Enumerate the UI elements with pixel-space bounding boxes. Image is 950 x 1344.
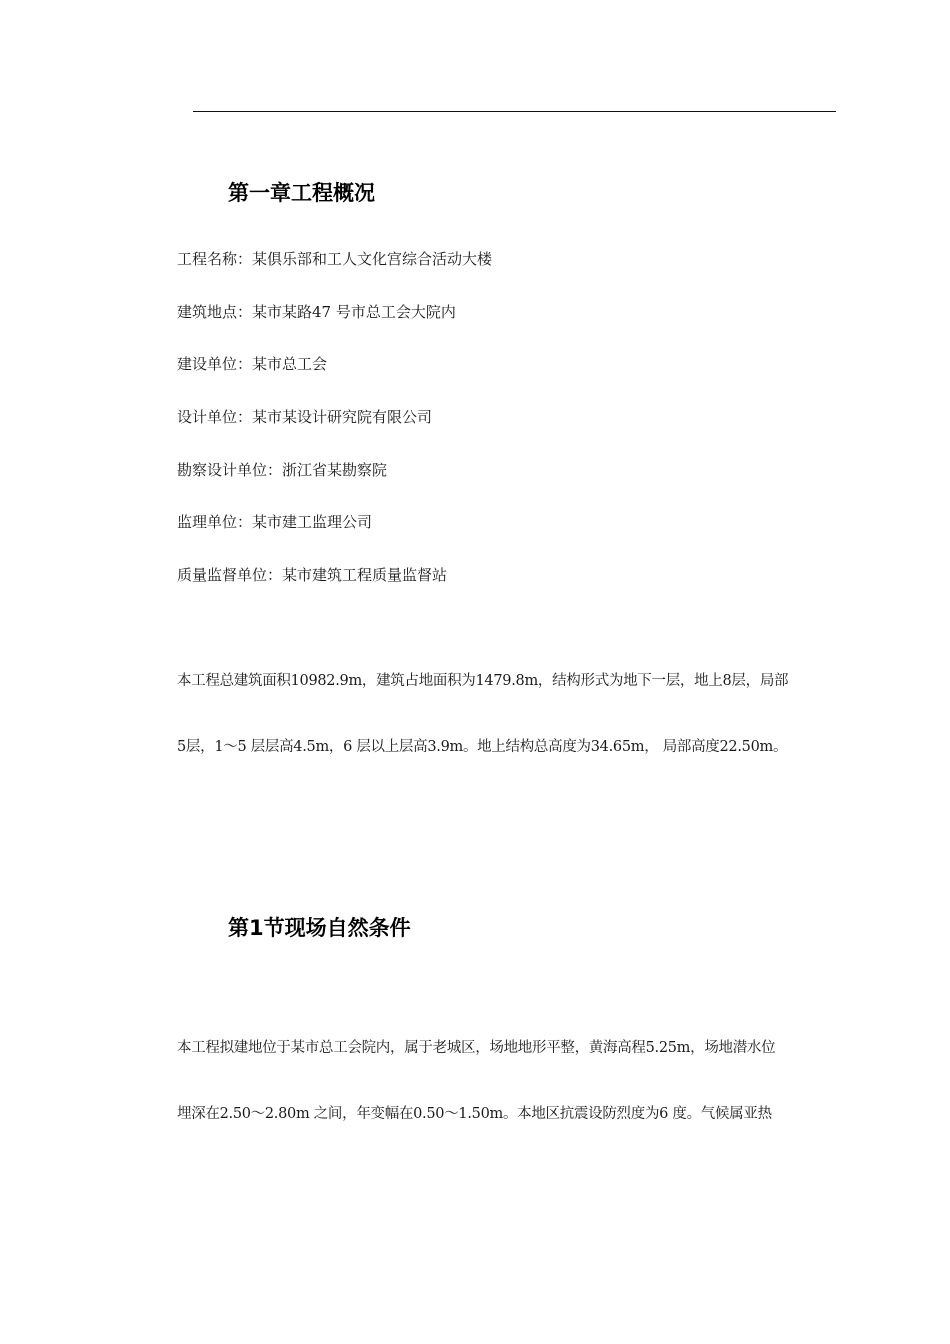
paragraph-line: 本工程拟建地位于某市总工会院内，属于老城区，场地地形平整，黄海高程5.25m，场地潜水位 xyxy=(177,1040,776,1056)
survey-unit-line: 勘察设计单位：浙江省某勘察院 xyxy=(177,461,388,479)
quality-supervision-line: 质量监督单位：某市建筑工程质量监督站 xyxy=(177,566,448,584)
chapter-title: 第一章工程概况 xyxy=(228,181,375,205)
supervision-unit-line: 监理单位：某市建工监理公司 xyxy=(177,513,373,531)
section-title: 第1节现场自然条件 xyxy=(228,916,411,940)
design-unit-line: 设计单位：某市某设计研究院有限公司 xyxy=(177,408,433,426)
paragraph-line: 本工程总建筑面积10982.9m，建筑占地面积为1479.8m，结构形式为地下一层，地上8层，局部 xyxy=(177,673,789,689)
building-location-line: 建筑地点：某市某路47 号市总工会大院内 xyxy=(177,303,456,321)
project-name-line: 工程名称：某俱乐部和工人文化宫综合活动大楼 xyxy=(177,250,493,268)
construction-unit-line: 建设单位：某市总工会 xyxy=(177,355,328,373)
header-rule xyxy=(193,111,836,112)
paragraph-line: 埋深在2.50～2.80m 之间，年变幅在0.50～1.50m。本地区抗震设防烈度为6 度。气候属亚热 xyxy=(177,1106,772,1122)
paragraph-line: 5层，1～5 层层高4.5m，6 层以上层高3.9m。地上结构总高度为34.65m， 局部高度22.50m。 xyxy=(177,739,788,755)
